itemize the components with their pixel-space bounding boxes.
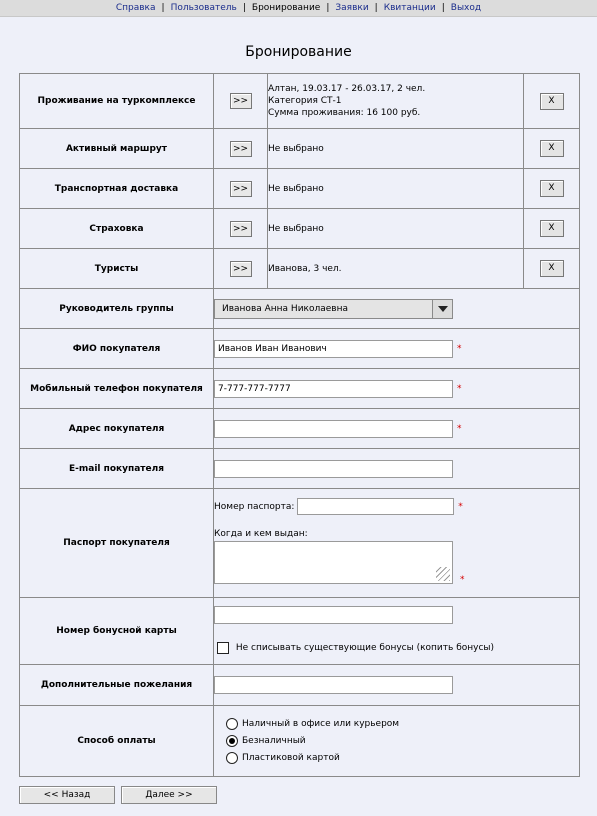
payment-option-cashless[interactable] xyxy=(226,734,306,748)
accommodation-select-button[interactable]: >> xyxy=(230,93,252,109)
required-mark: * xyxy=(457,423,462,434)
nav-logout-link[interactable]: Выход xyxy=(450,3,482,13)
payment-card-radio[interactable] xyxy=(226,752,238,764)
insurance-remove-button[interactable]: X xyxy=(540,220,564,237)
page-title: Бронирование xyxy=(245,44,352,60)
nav-separator: | xyxy=(161,3,165,13)
passport-row xyxy=(20,489,580,598)
accommodation-info xyxy=(268,74,524,129)
nav-user-link[interactable]: Пользователь xyxy=(170,3,237,13)
nav-help-link[interactable]: Справка xyxy=(115,3,156,13)
payment-cash-radio[interactable] xyxy=(226,718,238,730)
bonus-card-row xyxy=(20,598,580,665)
accommodation-line2: Категория СТ-1 xyxy=(268,96,342,106)
bonus-card-input[interactable] xyxy=(214,606,453,624)
required-mark: * xyxy=(457,343,462,354)
nav-separator: | xyxy=(326,3,330,13)
accommodation-line3: Сумма проживания: 16 100 руб. xyxy=(268,108,421,118)
payment-row xyxy=(20,706,580,777)
payment-cash-label: Наличный в офисе или курьером xyxy=(242,719,400,729)
resize-grip-icon[interactable] xyxy=(436,567,450,581)
insurance-row xyxy=(20,209,580,249)
group-leader-select[interactable] xyxy=(214,299,453,319)
payment-cashless-label: Безналичный xyxy=(242,736,306,746)
required-mark: * xyxy=(460,575,465,585)
booking-form xyxy=(19,73,580,777)
nav-booking-current: Бронирование xyxy=(251,3,321,13)
insurance-value: Не выбрано xyxy=(268,209,524,249)
wishes-label: Дополнительные пожелания xyxy=(20,665,214,706)
buyer-name-label: ФИО покупателя xyxy=(20,329,214,369)
insurance-label: Страховка xyxy=(20,209,214,249)
tourists-label: Туристы xyxy=(20,249,214,289)
required-mark: * xyxy=(457,383,462,394)
buyer-name-input[interactable]: Иванов Иван Иванович xyxy=(214,340,453,358)
payment-label: Способ оплаты xyxy=(20,706,214,777)
accommodation-label: Проживание на туркомплексе xyxy=(20,74,214,129)
tourists-select-button[interactable]: >> xyxy=(230,261,252,277)
insurance-select-button[interactable]: >> xyxy=(230,221,252,237)
dropdown-arrow-icon[interactable] xyxy=(432,300,452,318)
buyer-name-row xyxy=(20,329,580,369)
passport-issued-textarea[interactable] xyxy=(214,541,453,584)
route-label: Активный маршрут xyxy=(20,129,214,169)
passport-label: Паспорт покупателя xyxy=(20,489,214,598)
payment-option-card[interactable] xyxy=(226,751,340,765)
passport-number-input[interactable] xyxy=(297,498,454,515)
buyer-phone-label: Мобильный телефон покупателя xyxy=(20,369,214,409)
transport-label: Транспортная доставка xyxy=(20,169,214,209)
nav-separator: | xyxy=(374,3,378,13)
transport-row xyxy=(20,169,580,209)
passport-number-label: Номер паспорта: xyxy=(214,502,295,512)
passport-issued-label: Когда и кем выдан: xyxy=(214,529,308,539)
required-mark: * xyxy=(458,501,463,512)
transport-value: Не выбрано xyxy=(268,169,524,209)
buyer-phone-row xyxy=(20,369,580,409)
buyer-email-input[interactable] xyxy=(214,460,453,478)
bonus-card-label: Номер бонусной карты xyxy=(20,598,214,665)
nav-receipts-link[interactable]: Квитанции xyxy=(383,3,436,13)
route-value: Не выбрано xyxy=(268,129,524,169)
route-remove-button[interactable]: X xyxy=(540,140,564,157)
accommodation-line1: Алтан, 19.03.17 - 26.03.17, 2 чел. xyxy=(268,84,426,94)
group-leader-label: Руководитель группы xyxy=(20,289,214,329)
keep-bonuses-checkbox[interactable] xyxy=(217,642,229,654)
wishes-row xyxy=(20,665,580,706)
payment-card-label: Пластиковой картой xyxy=(242,753,340,763)
nav-separator: | xyxy=(441,3,445,13)
buyer-email-label: E-mail покупателя xyxy=(20,449,214,489)
transport-select-button[interactable]: >> xyxy=(230,181,252,197)
payment-cashless-radio[interactable] xyxy=(226,735,238,747)
buyer-address-row xyxy=(20,409,580,449)
wishes-input[interactable] xyxy=(214,676,453,694)
group-leader-selected-value: Иванова Анна Николаевна xyxy=(222,303,348,314)
next-button[interactable]: Далее >> xyxy=(121,786,217,804)
top-navigation xyxy=(0,0,597,17)
group-leader-row xyxy=(20,289,580,329)
nav-orders-link[interactable]: Заявки xyxy=(335,3,369,13)
tourists-value: Иванова, 3 чел. xyxy=(268,249,524,289)
buyer-phone-input[interactable]: 7-777-777-7777 xyxy=(214,380,453,398)
buyer-address-input[interactable] xyxy=(214,420,453,438)
accommodation-remove-button[interactable]: X xyxy=(540,93,564,110)
tourists-remove-button[interactable]: X xyxy=(540,260,564,277)
transport-remove-button[interactable]: X xyxy=(540,180,564,197)
buyer-address-label: Адрес покупателя xyxy=(20,409,214,449)
payment-option-cash[interactable] xyxy=(226,717,399,731)
tourists-row xyxy=(20,249,580,289)
buyer-email-row xyxy=(20,449,580,489)
keep-bonuses-label: Не списывать существующие бонусы (копить бонусы) xyxy=(235,643,495,653)
accommodation-row xyxy=(20,74,580,129)
back-button[interactable]: << Назад xyxy=(19,786,115,804)
route-select-button[interactable]: >> xyxy=(230,141,252,157)
route-row xyxy=(20,129,580,169)
nav-separator: | xyxy=(242,3,246,13)
